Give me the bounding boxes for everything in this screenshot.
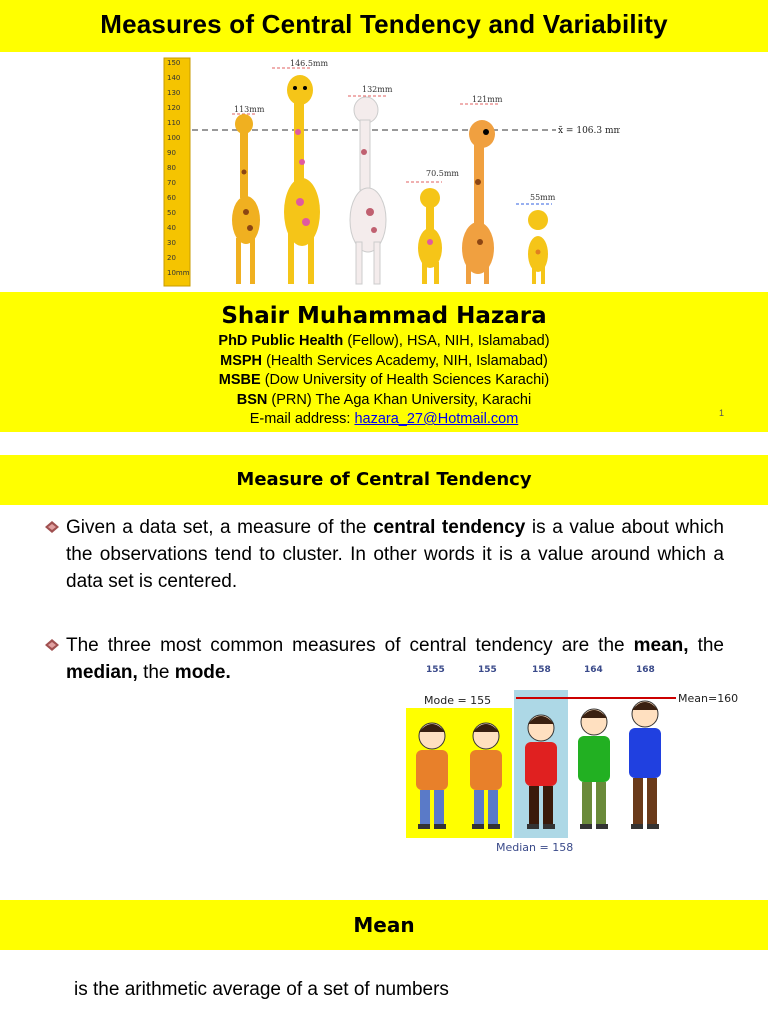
credential-degree: MSPH (220, 352, 263, 369)
giraffe-height-label: 132mm (362, 85, 393, 94)
section-heading-bar (0, 455, 768, 505)
giraffe-height-label: 113mm (234, 105, 265, 114)
giraffe-icon (348, 85, 393, 284)
height-labels (426, 665, 655, 675)
bold-term: central tendency (373, 517, 526, 538)
height-label: 155 (478, 665, 497, 675)
mean-label: Mean=160 (678, 692, 739, 705)
height-label: 168 (636, 665, 655, 675)
credential-line (0, 352, 768, 372)
credential-detail: (Fellow), HSA, NIH, Islamabad) (343, 333, 550, 349)
author-block (0, 292, 768, 432)
credential-line (0, 332, 768, 352)
bold-term: median, (66, 662, 138, 683)
text-span: the (688, 635, 724, 656)
child-icon (578, 709, 610, 829)
ruler-tick: 110 (167, 119, 181, 127)
email-link[interactable]: hazara_27@Hotmail.com (354, 411, 519, 427)
ruler-tick: 20 (167, 254, 176, 262)
credential-detail: (Health Services Academy, NIH, Islamabad) (262, 352, 548, 369)
height-label: 158 (532, 665, 551, 675)
mean-definition: is the arithmetic average of a set of numbers (74, 979, 449, 1000)
giraffe-height-label: 146.5mm (290, 59, 329, 68)
text-span: Given a data set, a measure of the (66, 517, 374, 538)
bullet-text (66, 514, 724, 595)
text-span: the (137, 662, 175, 683)
median-label: Median = 158 (496, 841, 574, 854)
giraffe-height-figure (160, 52, 620, 290)
bullet-icon (44, 638, 60, 652)
slide-number: 1 (718, 408, 724, 418)
email-line (0, 410, 768, 430)
giraffe-height-label: 55mm (530, 193, 556, 202)
author-name: Shair Muhammad Hazara (221, 303, 547, 329)
ruler-tick: 90 (167, 149, 176, 157)
ruler-tick: 140 (167, 74, 181, 82)
text-span: is a value about which the observations tend to cluster. In other words it is a value around which a data set is centered. (66, 517, 725, 592)
title-bar (0, 0, 768, 52)
credential-line (0, 371, 768, 391)
height-label: 164 (584, 665, 603, 675)
child-icon (629, 701, 661, 829)
mode-median-mean-figure (404, 658, 768, 858)
giraffe-icon (232, 105, 265, 284)
section-heading: Measure of Central Tendency (236, 469, 532, 490)
mode-label: Mode = 155 (424, 694, 492, 707)
giraffe-icon (516, 193, 556, 284)
credential-degree: MSBE (218, 372, 261, 388)
ruler-tick: 130 (167, 89, 181, 97)
giraffe-svg (160, 52, 620, 290)
giraffe-icon (272, 59, 328, 284)
height-label: 155 (426, 665, 445, 675)
credential-degree: BSN (236, 391, 268, 408)
email-label: E-mail address: (249, 411, 355, 427)
credential-line (0, 391, 768, 411)
page-title: Measures of Central Tendency and Variability (100, 9, 668, 39)
ruler-tick: 10mm (167, 269, 190, 277)
ruler-tick: 100 (167, 134, 181, 142)
ruler-tick: 120 (167, 104, 181, 112)
bold-term: mode. (174, 662, 231, 683)
giraffe-icon (460, 95, 503, 284)
credential-detail: (PRN) The Aga Khan University, Karachi (267, 391, 532, 408)
giraffe-height-label: 70.5mm (426, 169, 459, 178)
kids-svg (404, 658, 768, 858)
giraffe-height-label: 121mm (472, 95, 503, 104)
ruler-tick: 50 (167, 209, 176, 217)
credential-degree: PhD Public Health (218, 333, 344, 349)
bold-term: mean, (633, 635, 689, 656)
ruler-tick: 70 (167, 179, 176, 187)
credential-detail: (Dow University of Health Sciences Karachi) (260, 372, 550, 388)
text-span: The three most common measures of central tendency are the (66, 635, 634, 656)
giraffe-icon (406, 169, 459, 284)
ruler-tick: 40 (167, 224, 176, 232)
ruler-tick: 60 (167, 194, 176, 202)
bullet-item (44, 514, 724, 595)
bullet-icon (44, 520, 60, 534)
section-heading: Mean (353, 913, 415, 937)
mean-label: x̄ = 106.3 mm (558, 126, 620, 136)
ruler-tick: 30 (167, 239, 176, 247)
ruler-tick: 80 (167, 164, 176, 172)
section-heading-bar (0, 900, 768, 950)
ruler-tick: 150 (167, 59, 181, 67)
